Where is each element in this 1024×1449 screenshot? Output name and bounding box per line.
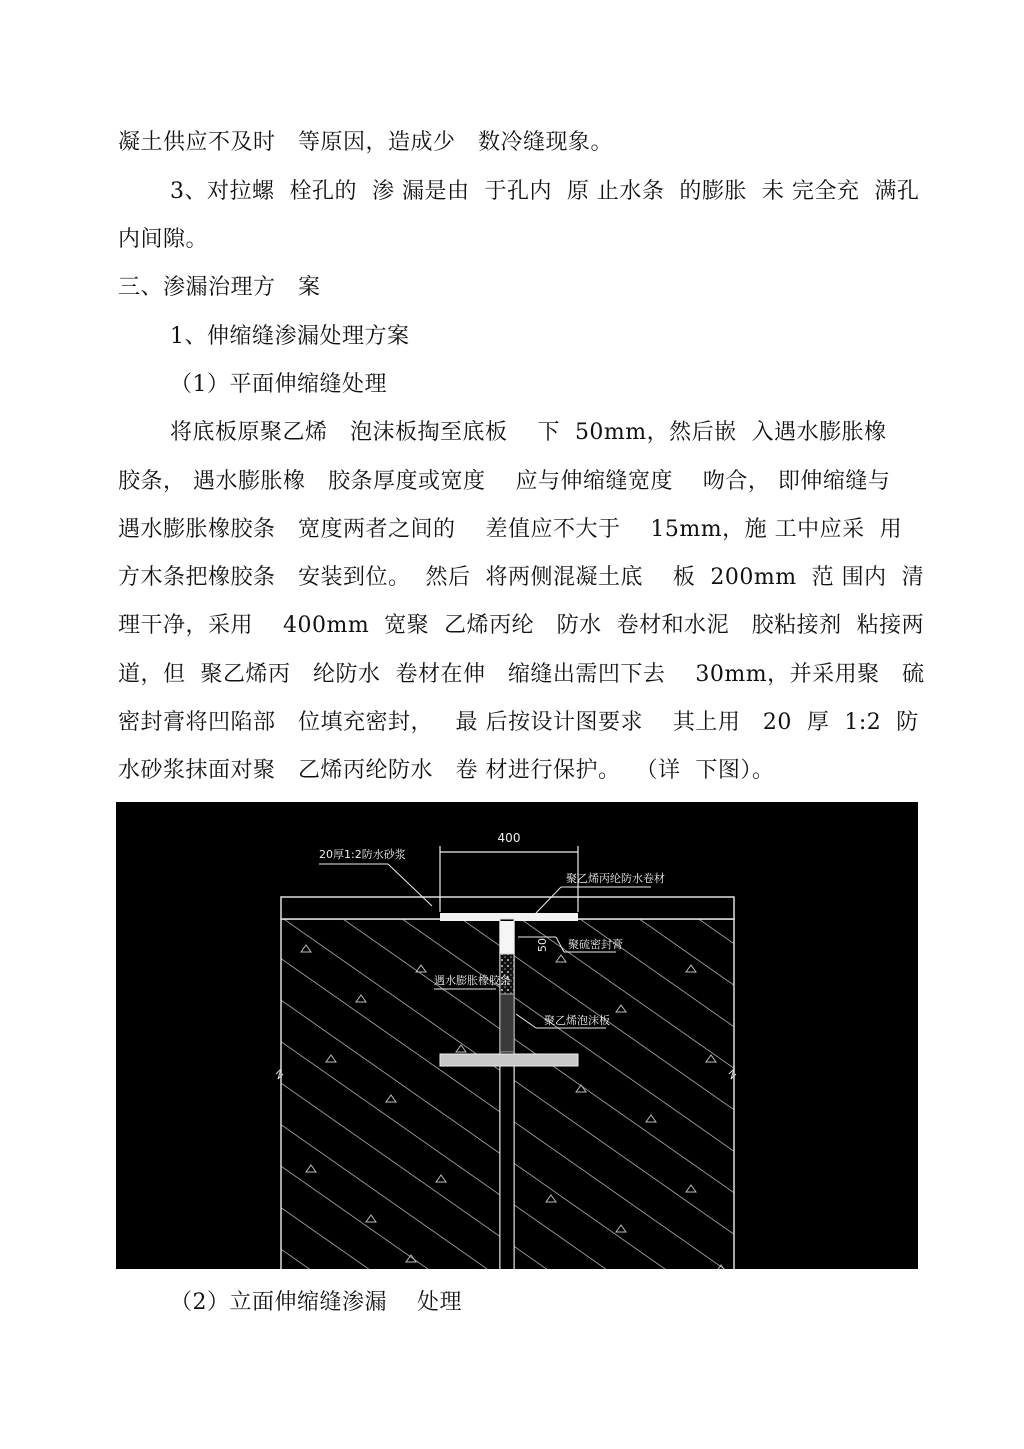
left-concrete-slab [281, 919, 500, 1269]
paragraph-line: 凝土供应不及时 等原因，造成少 数冷缝现象。 [118, 130, 613, 155]
paragraph-line: 道，但 聚乙烯丙 纶防水 卷材在伸 缩缝出需凹下去 30mm，并采用聚 硫 [118, 662, 925, 687]
paragraph-line: 水砂浆抹面对聚 乙烯丙纶防水 卷 材进行保护。 （详 下图）。 [118, 758, 775, 783]
mortar-label: 20厚1:2防水砂浆 [319, 848, 406, 861]
paragraph-line: 密封膏将凹陷部 位填充密封， 最 后按设计图要求 其上用 20 厚 1:2 防 [118, 710, 919, 735]
expansion-joint-diagram [116, 802, 918, 1269]
paragraph-line: 3、对拉螺 栓孔的 渗 漏是由 于孔内 原 止水条 的膨胀 未 完全充 满孔 [170, 179, 920, 204]
paragraph-line: 遇水膨胀橡胶条 宽度两者之间的 差值应不大于 15mm，施 工中应采 用 [118, 517, 903, 542]
foam-board [500, 994, 514, 1052]
foam-board-label: 聚乙烯泡沫板 [544, 1014, 610, 1027]
paragraph-line: 胶条， 遇水膨胀橡 胶条厚度或宽度 应与伸缩缝宽度 吻合， 即伸缩缝与 [118, 469, 891, 494]
dim-50-label: 50 [536, 938, 549, 952]
paragraph-line: 方木条把橡胶条 安装到位。 然后 将两侧混凝土底 板 200mm 范 围内 清 [118, 565, 925, 590]
caption: （2）立面伸缩缝渗漏 处理 [170, 1290, 462, 1315]
dimension-label: 400 [497, 831, 521, 845]
paragraph-line: 内间隙。 [118, 227, 209, 252]
sealant [500, 921, 514, 954]
rubber-strip-label: 遇水膨胀橡胶条 [434, 974, 511, 987]
right-concrete-slab [514, 919, 734, 1269]
paragraph-line: 将底板原聚乙烯 泡沫板掏至底板 下 50mm，然后嵌 入遇水膨胀橡 [170, 420, 887, 445]
section-heading: 三、渗漏治理方 案 [118, 275, 321, 300]
subsection-heading: （1）平面伸缩缝处理 [170, 372, 387, 397]
sealant-label: 聚硫密封膏 [568, 938, 623, 951]
membrane-label: 聚乙烯丙纶防水卷材 [566, 872, 665, 885]
paragraph-line: 理干净，采用 400mm 宽聚 乙烯丙纶 防水 卷材和水泥 胶粘接剂 粘接两 [118, 613, 925, 638]
backing-plate [440, 1054, 578, 1066]
subsection-heading: 1、伸缩缝渗漏处理方案 [170, 324, 410, 349]
